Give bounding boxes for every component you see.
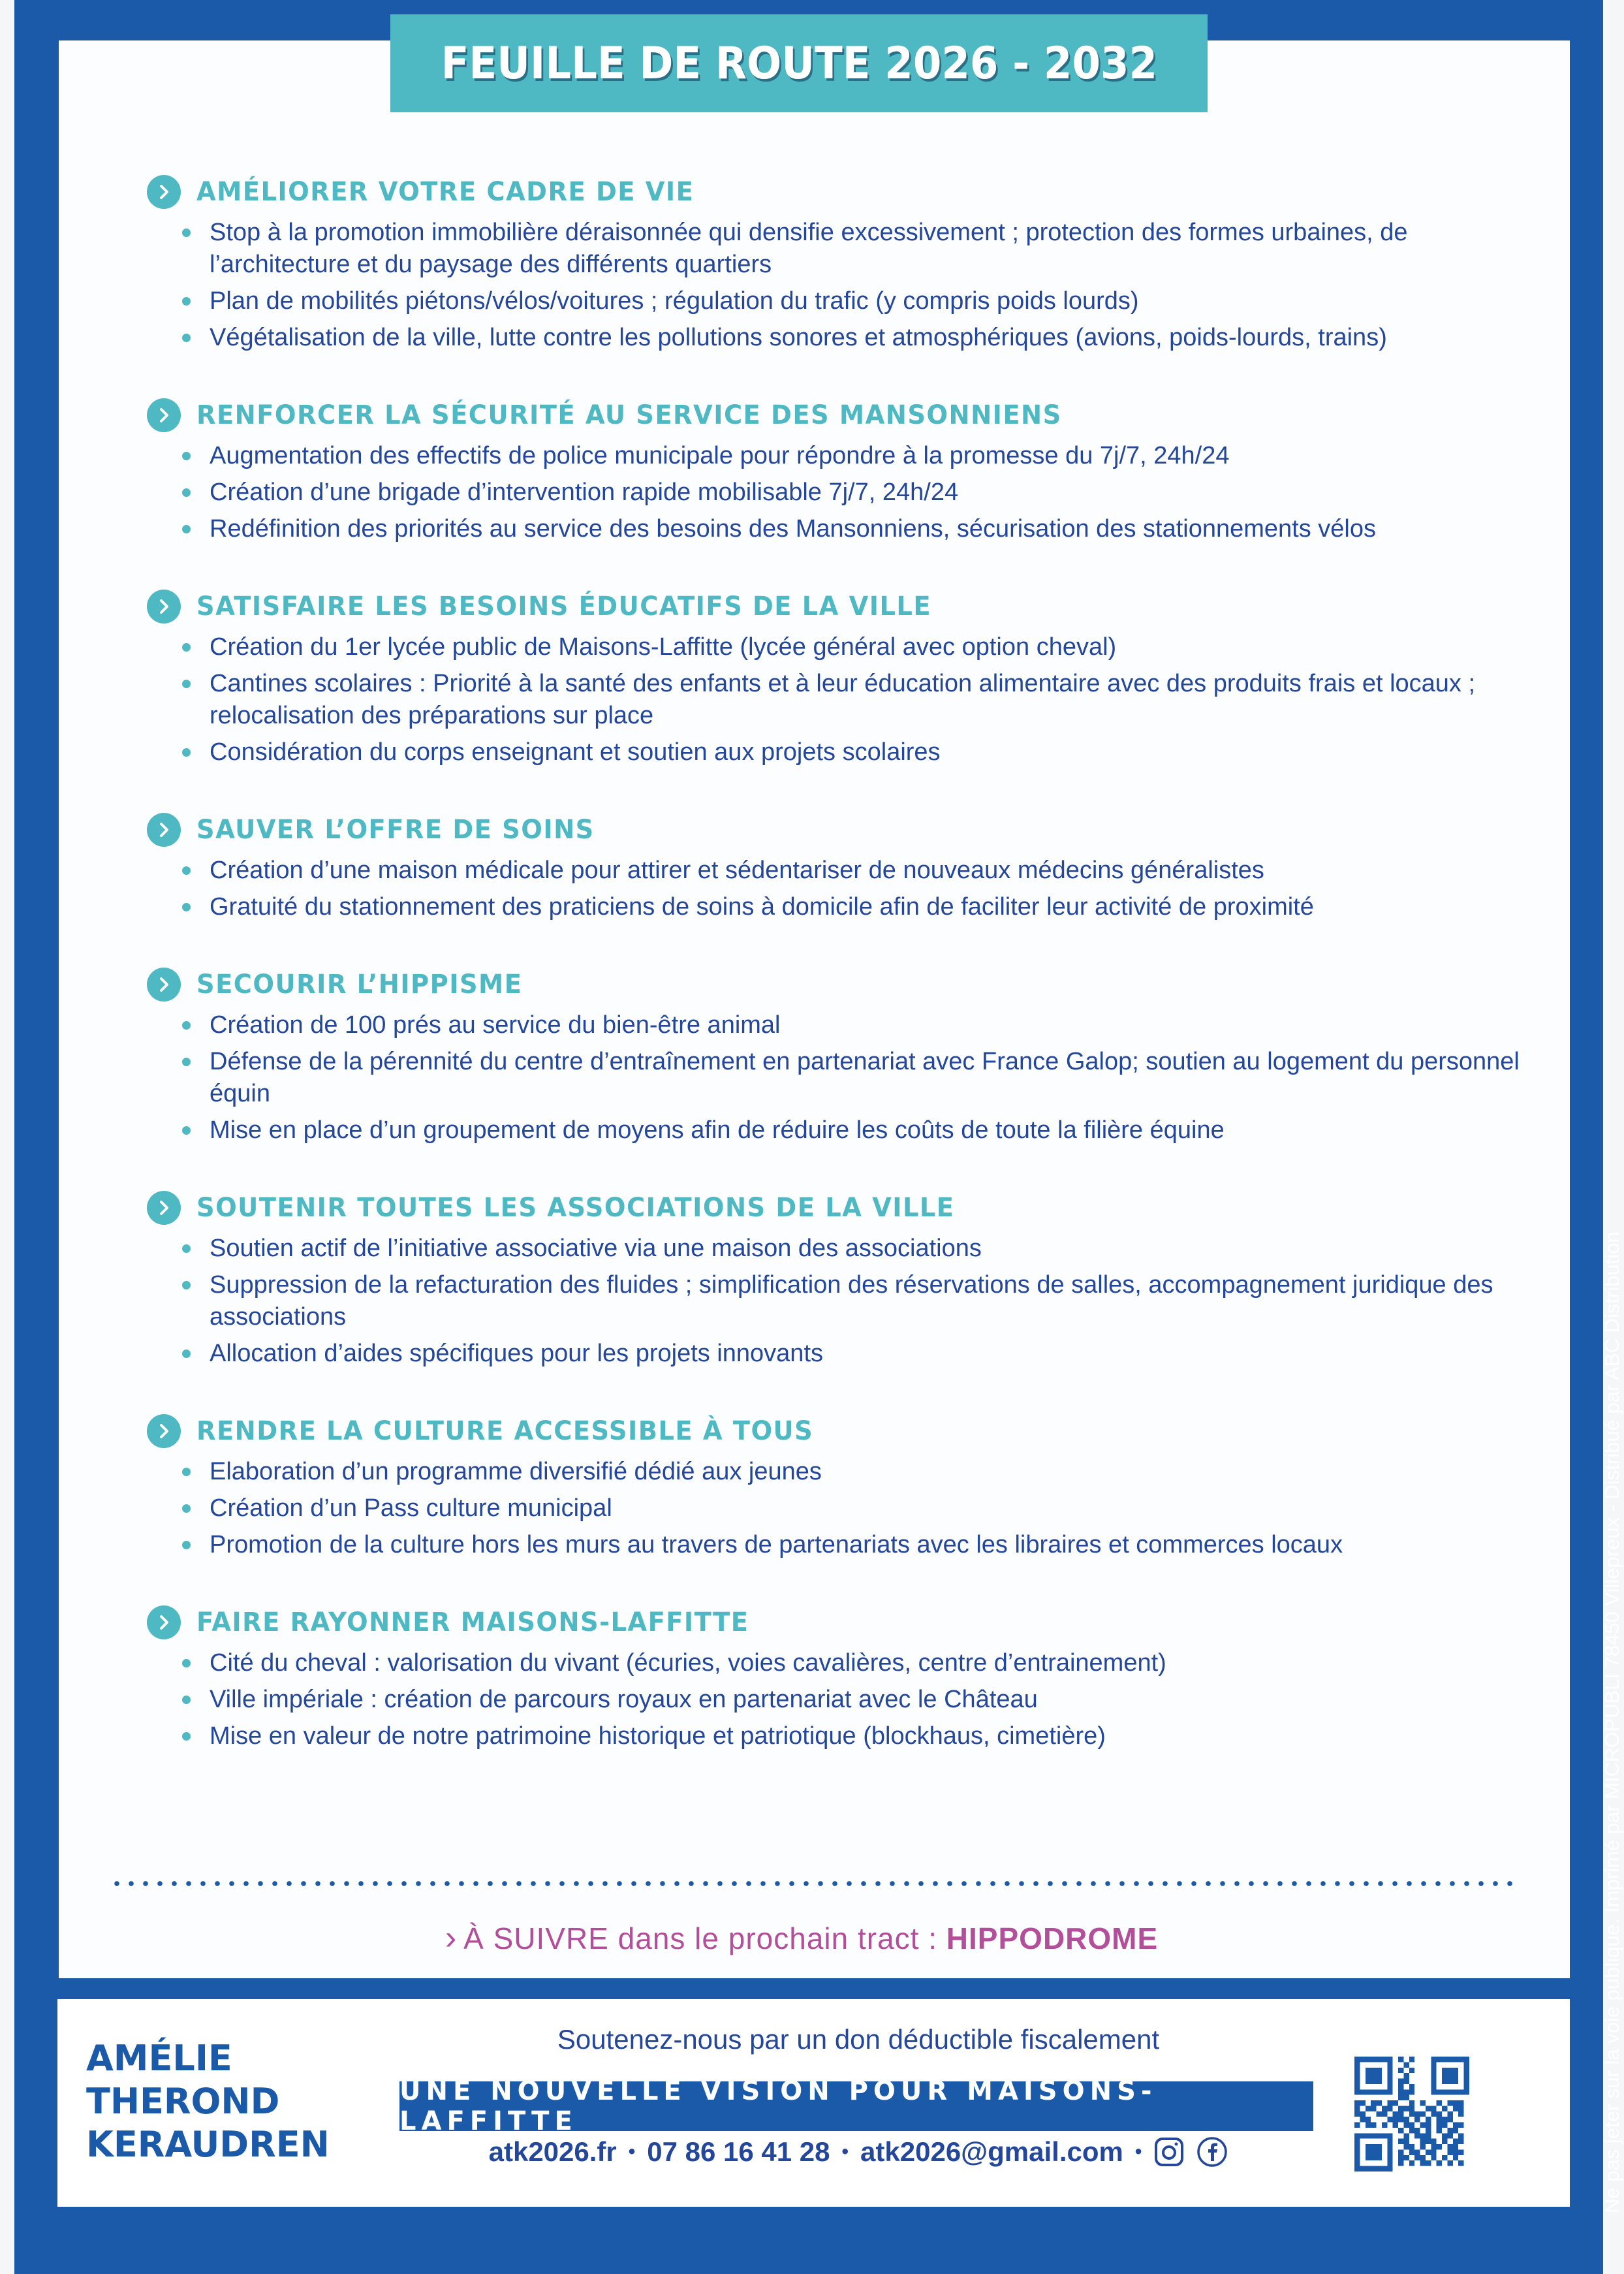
title-banner xyxy=(390,14,1208,112)
section-items xyxy=(147,631,1531,768)
section-header xyxy=(147,1602,1531,1643)
section-title: SOUTENIR TOUTES LES ASSOCIATIONS DE LA VILLE xyxy=(196,1193,955,1223)
list-item: Ville impériale : création de parcours royaux en partenariat avec le Château xyxy=(210,1684,1531,1716)
list-item: Création d’une brigade d’intervention rapide mobilisable 7j/7, 24h/24 xyxy=(210,477,1531,509)
legal-notice: Ne pas jeter sur la voie publique. Imprimé par MICROPUBLI 78450 Villepreux - Distribué par ABC Distribution xyxy=(1601,1231,1623,2213)
section-title: SAUVER L’OFFRE DE SOINS xyxy=(196,815,595,845)
list-item: Mise en valeur de notre patrimoine historique et patriotique (blockhaus, cimetière) xyxy=(210,1720,1531,1752)
qr-code-icon[interactable] xyxy=(1354,2057,1469,2171)
slogan-banner xyxy=(399,2076,1313,2136)
email-link[interactable]: atk2026@gmail.com xyxy=(860,2136,1123,2167)
list-item: Cantines scolaires : Priorité à la santé des enfants et à leur éducation alimentaire avec des produits frais et locaux ; relocalisation des préparations sur place xyxy=(210,668,1531,732)
list-item: Défense de la pérennité du centre d’entraînement en partenariat avec France Galop; soutien au logement du personnel équin xyxy=(210,1046,1531,1110)
list-item: Création d’un Pass culture municipal xyxy=(210,1492,1531,1524)
section-items xyxy=(147,440,1531,545)
dotted-divider xyxy=(110,1880,1513,1887)
chevron-right-icon xyxy=(147,175,181,209)
roadmap-section xyxy=(147,964,1531,1146)
list-item: Considération du corps enseignant et soutien aux projets scolaires xyxy=(210,736,1531,768)
list-item: Gratuité du stationnement des praticiens de soins à domicile afin de faciliter leur activité de proximité xyxy=(210,891,1531,923)
next-tract-prefix: À SUIVRE dans le prochain tract : xyxy=(463,1921,946,1955)
roadmap-sections xyxy=(147,171,1531,1793)
chevron-right-icon: › xyxy=(445,1919,458,1957)
list-item: Cité du cheval : valorisation du vivant (écuries, voies cavalières, centre d’entrainement) xyxy=(210,1647,1531,1679)
list-item: Stop à la promotion immobilière déraisonnée qui densifie excessivement ; protection des formes urbaines, de l’architecture et du paysage des différents quartiers xyxy=(210,217,1531,281)
section-header xyxy=(147,394,1531,436)
list-item: Elaboration d’un programme diversifié dédié aux jeunes xyxy=(210,1456,1531,1488)
section-items xyxy=(147,1456,1531,1561)
section-header xyxy=(147,586,1531,627)
chevron-right-icon xyxy=(147,1191,181,1225)
roadmap-section xyxy=(147,171,1531,354)
phone-number[interactable]: 07 86 16 41 28 xyxy=(647,2136,830,2167)
roadmap-section xyxy=(147,586,1531,768)
roadmap-section xyxy=(147,394,1531,545)
list-item: Création d’une maison médicale pour attirer et sédentariser de nouveaux médecins généralistes xyxy=(210,855,1531,887)
roadmap-section xyxy=(147,1187,1531,1370)
slogan-text: UNE NOUVELLE VISION POUR MAISONS-LAFFITTE xyxy=(399,2076,1157,2136)
chevron-right-icon xyxy=(147,968,181,1002)
section-title: SECOURIR L’HIPPISME xyxy=(196,970,523,1000)
section-title: SATISFAIRE LES BESOINS ÉDUCATIFS DE LA VILLE xyxy=(196,592,932,622)
separator-dot: • xyxy=(628,2141,636,2162)
list-item: Plan de mobilités piétons/vélos/voitures ; régulation du trafic (y compris poids lourds) xyxy=(210,285,1531,317)
candidate-name-line: KERAUDREN xyxy=(86,2124,330,2165)
candidate-name-line: AMÉLIE xyxy=(86,2038,232,2079)
section-items xyxy=(147,1647,1531,1752)
chevron-right-icon xyxy=(147,1605,181,1639)
chevron-right-icon xyxy=(147,813,181,847)
section-header xyxy=(147,964,1531,1005)
separator-dot: • xyxy=(841,2141,849,2162)
chevron-right-icon xyxy=(147,1414,181,1448)
contact-line xyxy=(392,2136,1325,2168)
list-item: Création du 1er lycée public de Maisons-Laffitte (lycée général avec option cheval) xyxy=(210,631,1531,663)
section-title: RENFORCER LA SÉCURITÉ AU SERVICE DES MANSONNIENS xyxy=(196,400,1062,430)
section-items xyxy=(147,855,1531,923)
next-tract-teaser xyxy=(0,1918,1603,1957)
donation-text: Soutenez-nous par un don déductible fiscalement xyxy=(557,2024,1160,2055)
section-title: FAIRE RAYONNER MAISONS-LAFFITTE xyxy=(196,1607,749,1637)
list-item: Végétalisation de la ville, lutte contre les pollutions sonores et atmosphériques (avions, poids-lourds, trains) xyxy=(210,322,1531,354)
next-tract-topic: HIPPODROME xyxy=(946,1921,1159,1955)
instagram-icon[interactable] xyxy=(1153,2136,1185,2168)
section-items xyxy=(147,1233,1531,1370)
roadmap-section xyxy=(147,1410,1531,1561)
chevron-right-icon xyxy=(147,398,181,432)
roadmap-section xyxy=(147,1602,1531,1752)
website-link[interactable]: atk2026.fr xyxy=(488,2136,617,2167)
separator-dot: • xyxy=(1134,2141,1142,2162)
section-header xyxy=(147,171,1531,213)
list-item: Augmentation des effectifs de police municipale pour répondre à la promesse du 7j/7, 24h/24 xyxy=(210,440,1531,472)
list-item: Promotion de la culture hors les murs au travers de partenariats avec les libraires et commerces locaux xyxy=(210,1529,1531,1561)
roadmap-section xyxy=(147,809,1531,923)
list-item: Redéfinition des priorités au service des besoins des Mansonniens, sécurisation des stationnements vélos xyxy=(210,513,1531,545)
section-title: AMÉLIORER VOTRE CADRE DE VIE xyxy=(196,177,695,207)
list-item: Création de 100 prés au service du bien-être animal xyxy=(210,1009,1531,1041)
list-item: Suppression de la refacturation des fluides ; simplification des réservations de salles, accompagnement juridique des associations xyxy=(210,1269,1531,1333)
chevron-right-icon xyxy=(147,590,181,624)
list-item: Allocation d’aides spécifiques pour les projets innovants xyxy=(210,1338,1531,1370)
candidate-name-line: THEROND xyxy=(86,2081,280,2122)
list-item: Mise en place d’un groupement de moyens afin de réduire les coûts de toute la filière équine xyxy=(210,1114,1531,1146)
section-items xyxy=(147,217,1531,354)
candidate-names xyxy=(86,2037,330,2166)
section-title: RENDRE LA CULTURE ACCESSIBLE À TOUS xyxy=(196,1416,814,1446)
list-item: Soutien actif de l’initiative associative via une maison des associations xyxy=(210,1233,1531,1265)
section-header xyxy=(147,1410,1531,1452)
section-header xyxy=(147,809,1531,851)
facebook-icon[interactable] xyxy=(1196,2136,1228,2168)
section-items xyxy=(147,1009,1531,1146)
section-header xyxy=(147,1187,1531,1229)
page-title: FEUILLE DE ROUTE 2026 - 2032 xyxy=(441,37,1157,89)
